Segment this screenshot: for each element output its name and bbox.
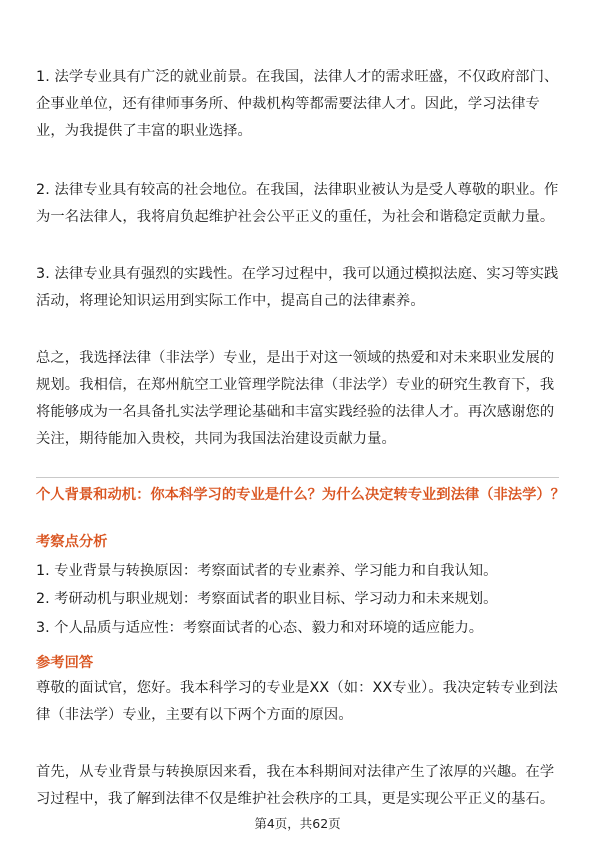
interview-question: 个人背景和动机：你本科学习的专业是什么？为什么决定转专业到法律（非法学）？ <box>36 487 565 503</box>
paragraph-employment: 1. 法学专业具有广泛的就业前景。在我国，法律人才的需求旺盛，不仅政府部门、企事业单位，还有律师事务所、仲裁机构等都需要法律人才。因此，学习法律专业，为我提供了丰富的职业选择。 <box>36 69 559 139</box>
paragraph-conclusion: 总之，我选择法律（非法学）专业，是出于对这一领域的热爱和对未来职业发展的规划。我相信，在郑州航空工业管理学院法律（非法学）专业的研究生教育下，我将能够成为一名具备扎实法学理论基础和丰富实践经验的法律人才。再次感谢您的关注，期待能加入贵校，共同为我国法治建设贡献力量。 <box>36 350 555 447</box>
answer-paragraph: 尊敬的面试官，您好。我本科学习的专业是XX（如：XX专业）。我决定转专业到法律（非法学）专业，主要有以下两个方面的原因。 <box>36 680 558 723</box>
analysis-item: 2. 考研动机与职业规划：考察面试者的职业目标、学习动力和未来规划。 <box>36 591 498 607</box>
analysis-item: 3. 个人品质与适应性：考察面试者的心态、毅力和对环境的适应能力。 <box>36 620 484 636</box>
section-divider <box>36 477 559 478</box>
paragraph-practice: 3. 法律专业具有强烈的实践性。在学习过程中，我可以通过模拟法庭、实习等实践活动，将理论知识运用到实际工作中，提高自己的法律素养。 <box>36 266 559 309</box>
answer-paragraph: 首先，从专业背景与转换原因来看，我在本科期间对法律产生了浓厚的兴趣。在学习过程中，我了解到法律不仅是维护社会秩序的工具，更是实现公平正义的基石。 <box>36 764 555 807</box>
paragraph-social-status: 2. 法律专业具有较高的社会地位。在我国，法律职业被认为是受人尊敬的职业。作为一名法律人，我将肩负起维护社会公平正义的重任，为社会和谐稳定贡献力量。 <box>36 182 559 225</box>
analysis-heading: 考察点分析 <box>36 534 108 550</box>
page-number: 第4页，共62页 <box>254 816 341 831</box>
analysis-item: 1. 专业背景与转换原因：考察面试者的专业素养、学习能力和自我认知。 <box>36 563 498 579</box>
answer-heading: 参考回答 <box>36 655 94 671</box>
